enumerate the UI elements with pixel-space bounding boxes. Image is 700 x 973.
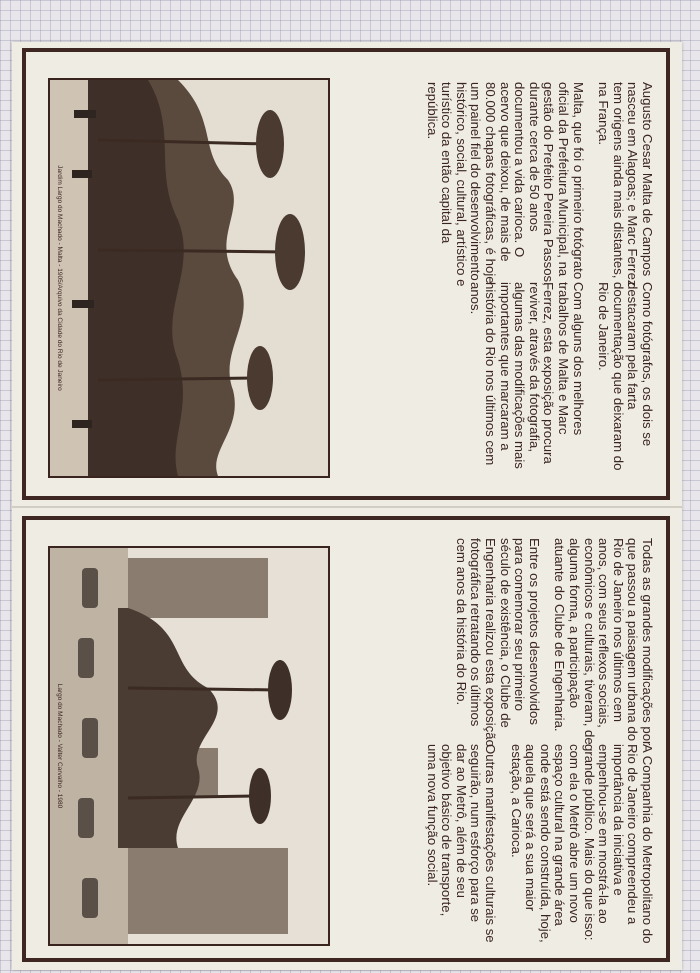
- top-left-paragraph-2: Malta, que foi o primeiro fotógrato oficial da Prefeitura Municipal, na gestão do Prefeito Pereira Passos, durante cerca de 50 anos documentou a vida carioca. O acervo que deixou, de mais de 80.000 chapas fotográficas, é hoje um painel fiel do desenvolvimento histórico, social, cultural, artístico e turístico da então capital da república.: [424, 82, 586, 287]
- top-text-column-left: [413, 82, 654, 287]
- top-panel: [22, 48, 670, 500]
- fold-line: [12, 506, 682, 508]
- bottom-text-column-right: [413, 744, 654, 944]
- top-left-paragraph-1: Augusto Cesar Malta de Campos nasceu em Alagoas; e Marc Ferrez tem origens ainda mais distantes, na França.: [596, 82, 655, 287]
- top-panel-content: [30, 56, 662, 492]
- top-photo-garden: [48, 78, 330, 478]
- bottom-panel-content: [30, 524, 662, 954]
- top-text-column-right: [457, 282, 654, 477]
- bottom-right-paragraph-2: Outras manifestações culturais se seguirão, num esforço para se dar ao Metrô, além de seu objetivo básico de transporte, uma nova função social.: [424, 744, 499, 943]
- top-text-area: [388, 56, 654, 492]
- bottom-left-paragraph-1: Todas as grandes modificações por que passou a paisagem urbana do Rio de Janeiro nos últimos cem anos, com seus reflexos sociais, econômicos e culturais, tiveram, de alguma forma, a participação atuante do Clube de Engenharia.: [552, 538, 655, 746]
- bottom-panel: [22, 516, 670, 962]
- bottom-text-column-left: [442, 538, 654, 748]
- square-photo-illustration: [50, 548, 328, 944]
- bottom-photo-caption: Largo do Machado - Valter Carvalho - 1980: [56, 683, 63, 809]
- garden-photo-illustration: [50, 80, 328, 476]
- top-right-paragraph-2: Com alguns dos melhores trabalhos de Malta e Marc Ferrez, esta exposição procura reviver, através da fotografia, algumas das modificações mais importantes que marcaram a história do Rio nos últimos cem anos.: [468, 282, 586, 469]
- bottom-right-paragraph-1: A Companhia do Metropolitano do Rio de Janeiro compreendeu a importância da iniciativa e empenhou-se em mostrá-la ao grande público. Mais do que isso: com ela o Metrô abre um novo espaço cultural na grande área onde está sendo construída, hoje, aquela que será a sua maior estação, a Carioca.: [508, 744, 655, 944]
- bottom-left-paragraph-2: Entre os projetos desenvolvidos para comemorar seu primeiro século de existência, o Clube de Engenharia realizou esta exposição fotográfica retratando os últimos cem anos da história do Rio.: [453, 538, 542, 747]
- bottom-photo-square: [48, 546, 330, 946]
- top-right-paragraph-1: Como fotógrafos, os dois se destacaram pela farta documentação que deixaram do Rio de Janeiro.: [596, 282, 655, 471]
- top-photo-caption: Jardim Largo do Machado - Malta - 1905/Arquivo da Cidade do Rio de Janeiro: [56, 165, 63, 391]
- bottom-text-area: [388, 524, 654, 954]
